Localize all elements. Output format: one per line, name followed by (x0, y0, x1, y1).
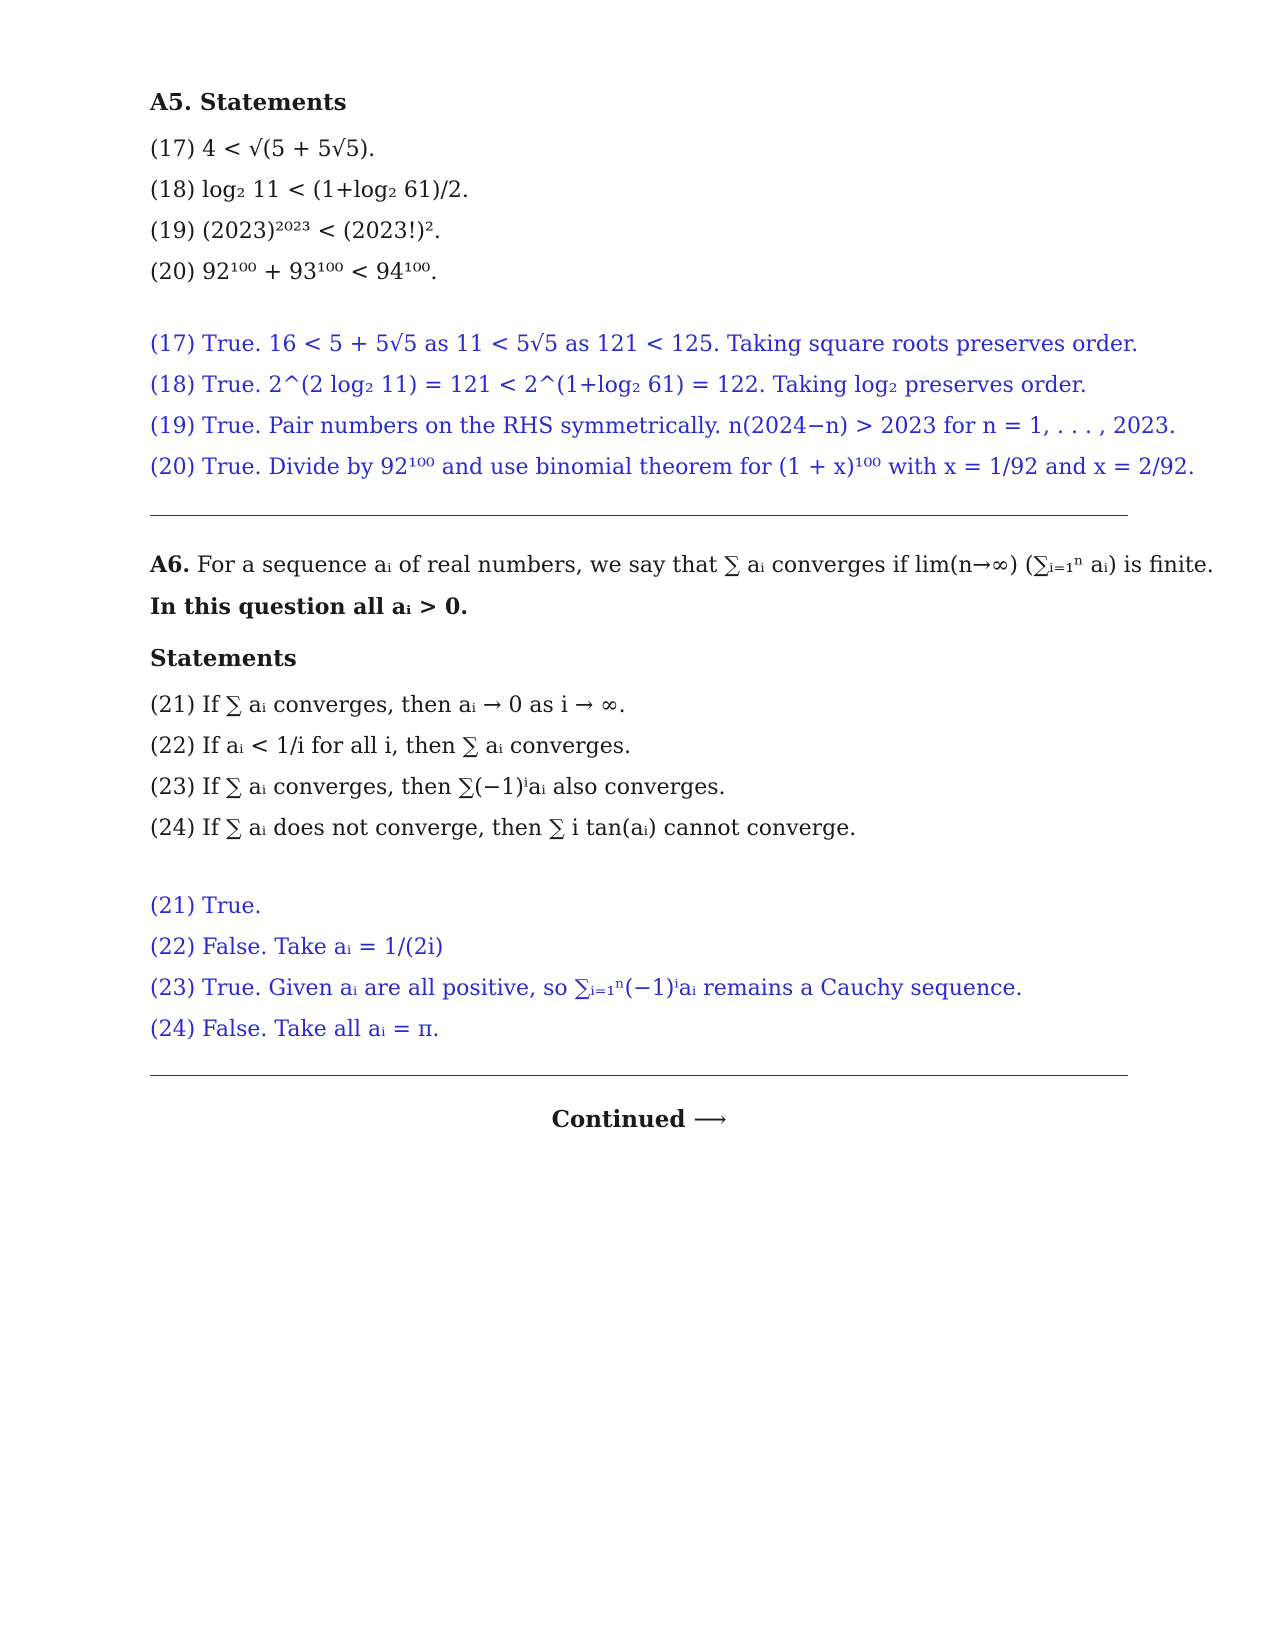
answer-17: (17) True. 16 < 5 + 5√5 as 11 < 5√5 as 121 < 125. Taking square roots preserves order. (150, 332, 1139, 357)
right-arrow-icon: ⟶ (693, 1107, 727, 1133)
a6-statements (150, 691, 1128, 844)
a5-statements (150, 135, 1128, 288)
answer-18: (18) True. 2^(2 log₂ 11) = 121 < 2^(1+log₂ 61) = 122. Taking log₂ preserves order. (150, 373, 1087, 398)
answer-19: (19) True. Pair numbers on the RHS symmetrically. n(2024−n) > 2023 for n = 1, . . . , 2023. (150, 414, 1176, 439)
continued-label (150, 1106, 1128, 1133)
a5-answers (150, 330, 1195, 483)
statement-23: (23) If ∑ aᵢ converges, then ∑(−1)ⁱaᵢ also converges. (150, 775, 726, 800)
a6-intro-text: For a sequence aᵢ of real numbers, we say that ∑ aᵢ converges if lim(n→∞) (∑ᵢ₌₁ⁿ aᵢ) is finite. (197, 553, 1214, 578)
a6-statements-heading: Statements (150, 645, 297, 672)
a6-condition: In this question all aᵢ > 0. (150, 594, 468, 620)
answer-20: (20) True. Divide by 92¹⁰⁰ and use binomial theorem for (1 + x)¹⁰⁰ with x = 1/92 and x = 2/92. (150, 455, 1195, 480)
statement-19: (19) (2023)²⁰²³ < (2023!)². (150, 219, 441, 244)
answer-23: (23) True. Given aᵢ are all positive, so ∑ᵢ₌₁ⁿ(−1)ⁱaᵢ remains a Cauchy sequence. (150, 976, 1023, 1001)
statement-20: (20) 92¹⁰⁰ + 93¹⁰⁰ < 94¹⁰⁰. (150, 260, 438, 285)
document-page (150, 88, 1214, 1133)
answer-22: (22) False. Take aᵢ = 1/(2i) (150, 935, 444, 960)
a5-heading: A5. Statements (150, 89, 347, 116)
a6-label: A6. (150, 552, 191, 578)
statement-21: (21) If ∑ aᵢ converges, then aᵢ → 0 as i → ∞. (150, 693, 626, 718)
continued-text: Continued (551, 1106, 686, 1133)
a6-intro (150, 550, 1214, 580)
answer-21: (21) True. (150, 894, 262, 919)
statement-22: (22) If aᵢ < 1/i for all i, then ∑ aᵢ converges. (150, 734, 631, 759)
statement-18: (18) log₂ 11 < (1+log₂ 61)/2. (150, 178, 469, 203)
answer-24: (24) False. Take all aᵢ = π. (150, 1017, 440, 1042)
a6-answers (150, 892, 1128, 1045)
divider-2 (150, 1075, 1128, 1076)
statement-17: (17) 4 < √(5 + 5√5). (150, 137, 376, 162)
statement-24: (24) If ∑ aᵢ does not converge, then ∑ i tan(aᵢ) cannot converge. (150, 816, 857, 841)
